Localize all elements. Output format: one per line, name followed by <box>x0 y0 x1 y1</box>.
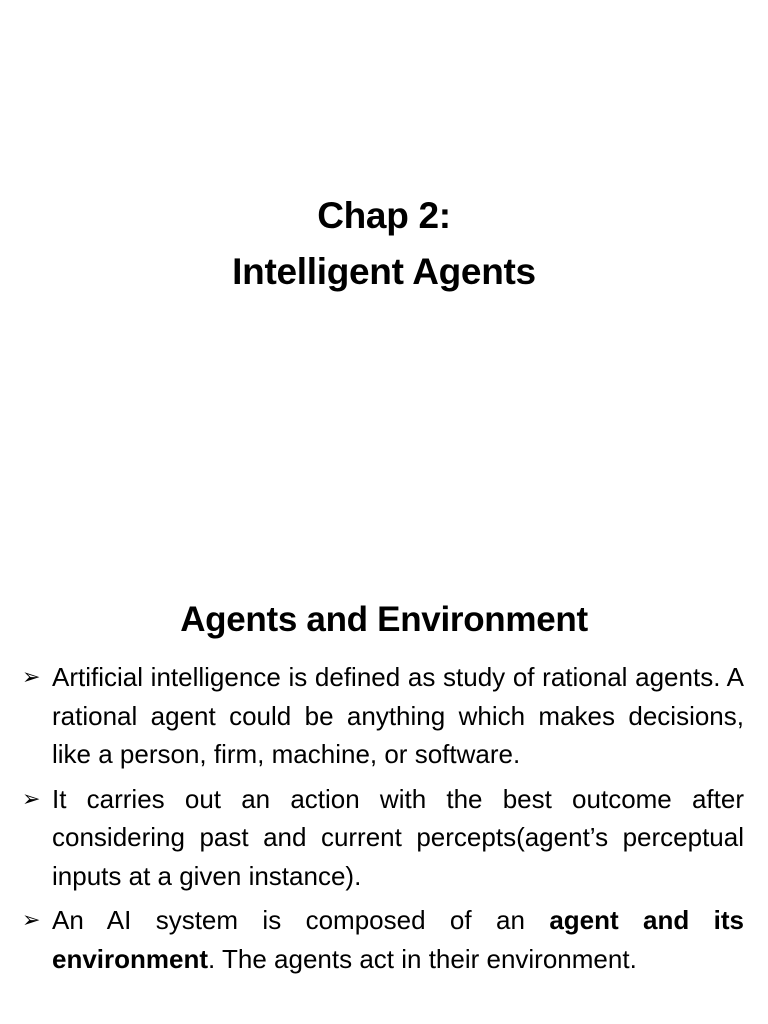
bullet-item <box>22 780 744 896</box>
bullet-text-before: An AI system is composed of an <box>52 905 550 935</box>
bullet-item <box>22 658 744 774</box>
slide-agents-environment <box>0 576 768 1024</box>
arrow-bullet-icon: ➢ <box>22 785 41 811</box>
bullet-list <box>22 658 744 984</box>
chapter-number: Chap 2: <box>317 195 451 236</box>
bullet-text: Artificial intelligence is defined as study of rational agents. A rational agent could be anything which makes decisions, like a person, firm, machine, or software. <box>52 662 744 769</box>
bullet-item <box>22 901 744 978</box>
slide-title-text <box>0 188 768 300</box>
bullet-text-bold: agent and its environment <box>52 905 744 974</box>
arrow-bullet-icon: ➢ <box>22 664 41 689</box>
bullet-text: It carries out an action with the best outcome after considering past and current percepts(agent’s perceptual inputs at a given instance). <box>52 783 744 891</box>
chapter-title: Intelligent Agents <box>232 251 536 292</box>
bullet-text-after: . The agents act in their environment. <box>208 943 637 974</box>
arrow-bullet-icon: ➢ <box>22 907 41 932</box>
slide-heading: Agents and Environment <box>180 600 588 639</box>
